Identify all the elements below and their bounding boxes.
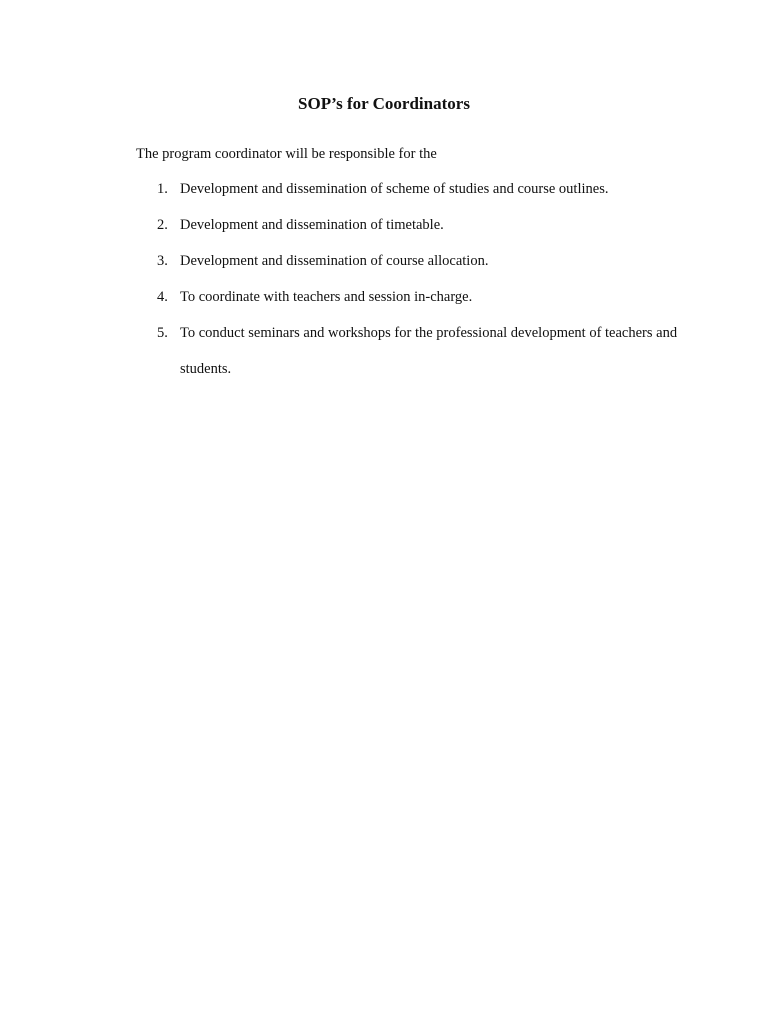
- list-item-text: To coordinate with teachers and session in-charge.: [180, 289, 473, 305]
- intro-paragraph: The program coordinator will be responsible for the: [136, 146, 437, 162]
- responsibility-list: [136, 178, 696, 394]
- list-item-number: 1.: [157, 181, 168, 197]
- list-item-number: 3.: [157, 253, 168, 269]
- list-item: [136, 243, 696, 279]
- list-item-text: Development and dissemination of course allocation.: [180, 253, 489, 269]
- list-item-text: To conduct seminars and workshops for the professional development of teachers and students.: [180, 325, 678, 377]
- list-item: [136, 279, 696, 315]
- list-item-text: Development and dissemination of timetable.: [180, 217, 444, 233]
- page-title: SOP’s for Coordinators: [298, 94, 470, 113]
- list-item-number: 5.: [157, 325, 168, 341]
- list-item: [136, 207, 696, 243]
- list-item: [136, 171, 696, 207]
- list-item-number: 4.: [157, 289, 168, 305]
- list-item: [136, 315, 696, 387]
- list-item-number: 2.: [157, 217, 168, 233]
- list-item-text: Development and dissemination of scheme of studies and course outlines.: [180, 181, 609, 197]
